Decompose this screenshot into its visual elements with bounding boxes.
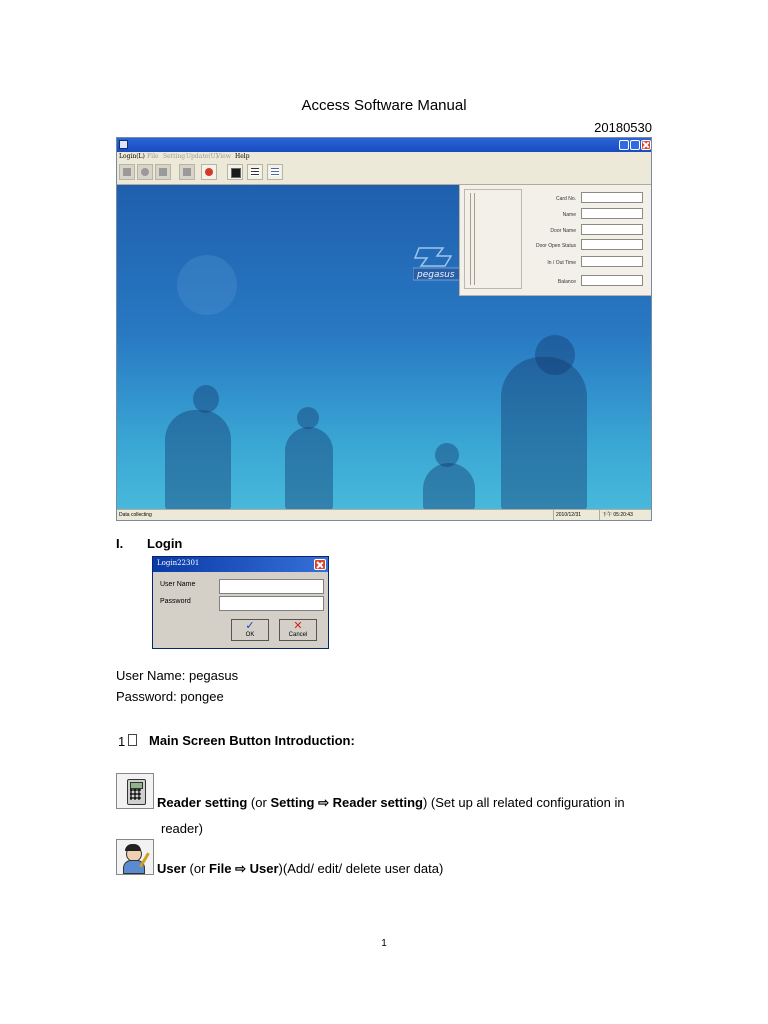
app-menubar [117, 152, 651, 162]
app-icon [119, 140, 128, 149]
arrow-icon: ⇨ [235, 861, 246, 876]
app-statusbar [117, 509, 651, 520]
ok-label: OK [245, 632, 255, 638]
door-icon[interactable] [155, 164, 171, 180]
reader-setting-name: Reader setting [157, 795, 248, 810]
menu-login[interactable]: Login(L) [119, 153, 145, 160]
document-title: Access Software Manual [301, 97, 467, 114]
menu-setting[interactable]: Setting [163, 153, 186, 160]
in-out-time-field[interactable] [581, 256, 643, 267]
info-list[interactable] [464, 189, 522, 289]
person-silhouette [501, 357, 587, 510]
svg-text:pegasus: pegasus [417, 270, 455, 280]
section-title: Main Screen Button Introduction: [149, 733, 355, 748]
user-icon[interactable] [137, 164, 153, 180]
file-menu-name: File [209, 861, 232, 876]
door-name-field[interactable] [581, 224, 643, 235]
door-name-label: Door Name [550, 228, 576, 234]
reader-setting-submenu: Reader setting [332, 795, 423, 810]
password-input[interactable] [219, 596, 324, 611]
close-icon[interactable] [314, 559, 326, 570]
report-icon[interactable] [247, 164, 263, 180]
menu-view[interactable]: View [216, 153, 231, 160]
name-label: Name [562, 212, 576, 218]
password-credential: Password: pongee [116, 689, 224, 704]
missing-glyph-icon [128, 734, 137, 746]
status-date: 2010/12/31 [553, 510, 598, 520]
name-field[interactable] [581, 208, 643, 219]
reader-setting-description: Reader setting (or Setting ⇨ Reader setting) (Set up all related configuration in [157, 795, 625, 810]
section-number: 1 [118, 734, 126, 749]
person-silhouette [165, 410, 231, 510]
alarm-icon[interactable] [201, 164, 217, 180]
username-label: User Name [160, 581, 196, 588]
in-out-time-label: In / Out Time [547, 260, 576, 266]
user-name: User [157, 861, 186, 876]
page-number: 1 [381, 938, 387, 949]
exit-icon[interactable] [179, 164, 195, 180]
login-dialog [152, 556, 329, 649]
user-submenu: User [249, 861, 279, 876]
app-toolbar [117, 162, 651, 185]
person-silhouette [423, 463, 475, 510]
monitor-icon[interactable] [227, 164, 243, 180]
status-text: Data collecting [119, 512, 152, 518]
door-open-status-label: Door Open Status [535, 243, 576, 249]
checkmark-icon: ✓ [245, 620, 255, 632]
cancel-button[interactable] [279, 619, 317, 641]
username-input[interactable] [219, 579, 324, 594]
card-info-panel [459, 185, 652, 296]
menu-update[interactable]: Update(U) [186, 153, 219, 160]
calculator-icon [116, 773, 154, 809]
login-title: Login22301 [157, 559, 200, 567]
balance-label: Balance [557, 279, 576, 285]
person-head-silhouette [535, 335, 575, 375]
ok-button[interactable] [231, 619, 269, 641]
username-credential: User Name: pegasus [116, 668, 239, 683]
person-head-silhouette [297, 407, 319, 429]
decorative-circle [177, 255, 237, 315]
card-no-label: Card No. [555, 196, 576, 202]
user-edit-icon [116, 839, 154, 875]
pegasus-logo [413, 244, 461, 289]
section-title: Login [147, 536, 183, 551]
reader-setting-icon[interactable] [119, 164, 135, 180]
close-icon[interactable] [641, 140, 651, 150]
main-screen-screenshot [116, 137, 652, 521]
door-open-status-field[interactable] [581, 239, 643, 250]
person-silhouette [285, 427, 333, 510]
menu-help[interactable]: Help [235, 153, 250, 160]
menu-file[interactable]: File [147, 153, 159, 160]
balance-field[interactable] [581, 275, 643, 286]
cancel-label: Cancel [288, 632, 308, 638]
setting-menu-name: Setting [270, 795, 315, 810]
minimize-icon[interactable] [619, 140, 629, 150]
password-label: Password [160, 598, 191, 605]
login-titlebar [153, 557, 328, 572]
status-time: 下午 05:20:43 [599, 510, 652, 520]
section-number: I. [116, 536, 124, 551]
reader-setting-description-cont: reader) [161, 821, 203, 836]
app-titlebar [117, 138, 651, 152]
document-date: 20180530 [594, 120, 652, 135]
user-description: User (or File ⇨ User)(Add/ edit/ delete user data) [157, 861, 444, 876]
card-no-field[interactable] [581, 192, 643, 203]
log-icon[interactable] [267, 164, 283, 180]
maximize-icon[interactable] [630, 140, 640, 150]
person-head-silhouette [193, 385, 219, 413]
cross-icon: ✕ [293, 620, 303, 632]
arrow-icon: ⇨ [318, 795, 330, 810]
person-head-silhouette [435, 443, 459, 467]
